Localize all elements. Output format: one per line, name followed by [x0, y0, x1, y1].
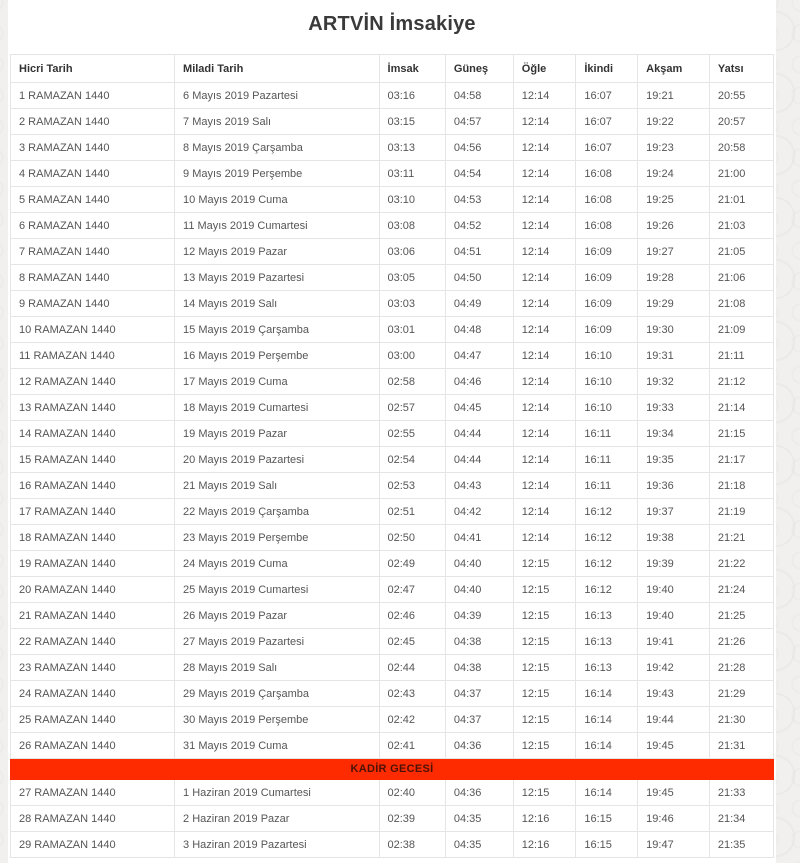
cell: 16:13 — [576, 629, 638, 655]
cell: 12:15 — [513, 603, 576, 629]
cell: 04:44 — [445, 421, 513, 447]
cell: 02:53 — [379, 473, 445, 499]
cell: 19:27 — [638, 239, 710, 265]
cell: 8 Mayıs 2019 Çarşamba — [175, 135, 379, 161]
table-row — [11, 291, 774, 317]
column-header-6: Akşam — [638, 55, 710, 83]
table-row — [11, 707, 774, 733]
cell: 16:07 — [576, 135, 638, 161]
table-row — [11, 161, 774, 187]
cell: 22 RAMAZAN 1440 — [11, 629, 175, 655]
cell: 12:14 — [513, 525, 576, 551]
cell: 12:15 — [513, 551, 576, 577]
cell: 12:14 — [513, 83, 576, 109]
cell: 03:03 — [379, 291, 445, 317]
cell: 3 Haziran 2019 Pazartesi — [175, 832, 379, 858]
cell: 19:28 — [638, 265, 710, 291]
cell: 12:14 — [513, 447, 576, 473]
cell: 21:33 — [709, 780, 773, 806]
table-row — [11, 733, 774, 759]
table-row — [11, 109, 774, 135]
cell: 12 Mayıs 2019 Pazar — [175, 239, 379, 265]
table-row — [11, 265, 774, 291]
cell: 20 RAMAZAN 1440 — [11, 577, 175, 603]
cell: 12:15 — [513, 733, 576, 759]
cell: 04:36 — [445, 780, 513, 806]
cell: 21:18 — [709, 473, 773, 499]
table-row — [11, 655, 774, 681]
cell: 04:40 — [445, 577, 513, 603]
cell: 24 Mayıs 2019 Cuma — [175, 551, 379, 577]
cell: 12:14 — [513, 161, 576, 187]
cell: 16:10 — [576, 369, 638, 395]
cell: 9 RAMAZAN 1440 — [11, 291, 175, 317]
cell: 21:09 — [709, 317, 773, 343]
cell: 02:43 — [379, 681, 445, 707]
table-row — [11, 551, 774, 577]
cell: 19:36 — [638, 473, 710, 499]
cell: 19:47 — [638, 832, 710, 858]
cell: 04:44 — [445, 447, 513, 473]
cell: 21:29 — [709, 681, 773, 707]
cell: 19:30 — [638, 317, 710, 343]
cell: 19 Mayıs 2019 Pazar — [175, 421, 379, 447]
table-row — [11, 421, 774, 447]
cell: 12 RAMAZAN 1440 — [11, 369, 175, 395]
table-row — [11, 473, 774, 499]
cell: 03:05 — [379, 265, 445, 291]
cell: 21:30 — [709, 707, 773, 733]
cell: 02:51 — [379, 499, 445, 525]
cell: 19:37 — [638, 499, 710, 525]
cell: 21:05 — [709, 239, 773, 265]
cell: 23 RAMAZAN 1440 — [11, 655, 175, 681]
cell: 04:46 — [445, 369, 513, 395]
cell: 21:31 — [709, 733, 773, 759]
cell: 03:16 — [379, 83, 445, 109]
cell: 16:08 — [576, 187, 638, 213]
cell: 11 Mayıs 2019 Cumartesi — [175, 213, 379, 239]
table-row — [11, 577, 774, 603]
cell: 02:42 — [379, 707, 445, 733]
cell: 21:24 — [709, 577, 773, 603]
cell: 16:12 — [576, 499, 638, 525]
cell: 04:54 — [445, 161, 513, 187]
cell: 02:41 — [379, 733, 445, 759]
cell: 03:08 — [379, 213, 445, 239]
cell: 24 RAMAZAN 1440 — [11, 681, 175, 707]
cell: 15 Mayıs 2019 Çarşamba — [175, 317, 379, 343]
cell: 19:43 — [638, 681, 710, 707]
cell: 04:52 — [445, 213, 513, 239]
table-row — [11, 681, 774, 707]
cell: 03:10 — [379, 187, 445, 213]
cell: 11 RAMAZAN 1440 — [11, 343, 175, 369]
cell: 20:58 — [709, 135, 773, 161]
cell: 16:08 — [576, 213, 638, 239]
cell: 04:37 — [445, 681, 513, 707]
cell: 16:10 — [576, 395, 638, 421]
cell: 8 RAMAZAN 1440 — [11, 265, 175, 291]
cell: 1 RAMAZAN 1440 — [11, 83, 175, 109]
cell: 21:14 — [709, 395, 773, 421]
cell: 19:34 — [638, 421, 710, 447]
cell: 22 Mayıs 2019 Çarşamba — [175, 499, 379, 525]
table-row — [11, 806, 774, 832]
cell: 27 RAMAZAN 1440 — [11, 780, 175, 806]
cell: 16:15 — [576, 806, 638, 832]
table-row — [11, 447, 774, 473]
cell: 6 Mayıs 2019 Pazartesi — [175, 83, 379, 109]
cell: 17 RAMAZAN 1440 — [11, 499, 175, 525]
cell: 16:14 — [576, 780, 638, 806]
cell: 12:14 — [513, 187, 576, 213]
cell: 19:45 — [638, 780, 710, 806]
cell: 02:40 — [379, 780, 445, 806]
cell: 04:42 — [445, 499, 513, 525]
cell: 04:38 — [445, 655, 513, 681]
cell: 19:40 — [638, 577, 710, 603]
cell: 02:44 — [379, 655, 445, 681]
cell: 12:15 — [513, 681, 576, 707]
cell: 02:55 — [379, 421, 445, 447]
cell: 26 Mayıs 2019 Pazar — [175, 603, 379, 629]
cell: 21:08 — [709, 291, 773, 317]
kadir-gecesi-label: KADİR GECESİ — [11, 759, 774, 780]
cell: 19:23 — [638, 135, 710, 161]
cell: 12:15 — [513, 577, 576, 603]
cell: 04:36 — [445, 733, 513, 759]
content-card — [8, 0, 776, 863]
table-row — [11, 239, 774, 265]
cell: 02:54 — [379, 447, 445, 473]
cell: 19:24 — [638, 161, 710, 187]
cell: 16:14 — [576, 733, 638, 759]
cell: 16:07 — [576, 83, 638, 109]
cell: 12:14 — [513, 499, 576, 525]
cell: 04:38 — [445, 629, 513, 655]
cell: 5 RAMAZAN 1440 — [11, 187, 175, 213]
cell: 04:53 — [445, 187, 513, 213]
cell: 21:11 — [709, 343, 773, 369]
cell: 02:38 — [379, 832, 445, 858]
cell: 04:50 — [445, 265, 513, 291]
cell: 02:39 — [379, 806, 445, 832]
cell: 12:14 — [513, 369, 576, 395]
table-row — [11, 343, 774, 369]
cell: 03:15 — [379, 109, 445, 135]
cell: 10 Mayıs 2019 Cuma — [175, 187, 379, 213]
cell: 23 Mayıs 2019 Perşembe — [175, 525, 379, 551]
cell: 12:16 — [513, 806, 576, 832]
cell: 9 Mayıs 2019 Perşembe — [175, 161, 379, 187]
cell: 21:19 — [709, 499, 773, 525]
cell: 12:14 — [513, 265, 576, 291]
cell: 04:40 — [445, 551, 513, 577]
cell: 12:14 — [513, 213, 576, 239]
table-header-row — [11, 55, 774, 83]
cell: 19:22 — [638, 109, 710, 135]
cell: 21:06 — [709, 265, 773, 291]
cell: 27 Mayıs 2019 Pazartesi — [175, 629, 379, 655]
cell: 12:16 — [513, 832, 576, 858]
cell: 04:37 — [445, 707, 513, 733]
cell: 19:39 — [638, 551, 710, 577]
cell: 1 Haziran 2019 Cumartesi — [175, 780, 379, 806]
cell: 20:55 — [709, 83, 773, 109]
cell: 26 RAMAZAN 1440 — [11, 733, 175, 759]
cell: 12:15 — [513, 707, 576, 733]
column-header-1: Miladi Tarih — [175, 55, 379, 83]
cell: 04:57 — [445, 109, 513, 135]
cell: 12:15 — [513, 655, 576, 681]
cell: 19:40 — [638, 603, 710, 629]
table-row — [11, 832, 774, 858]
cell: 21:00 — [709, 161, 773, 187]
cell: 04:51 — [445, 239, 513, 265]
cell: 02:57 — [379, 395, 445, 421]
table-row — [11, 213, 774, 239]
cell: 16:14 — [576, 707, 638, 733]
cell: 29 RAMAZAN 1440 — [11, 832, 175, 858]
cell: 21:03 — [709, 213, 773, 239]
cell: 12:14 — [513, 135, 576, 161]
cell: 16:11 — [576, 447, 638, 473]
cell: 02:47 — [379, 577, 445, 603]
cell: 13 RAMAZAN 1440 — [11, 395, 175, 421]
cell: 21:17 — [709, 447, 773, 473]
cell: 03:13 — [379, 135, 445, 161]
imsakiye-table — [10, 54, 774, 858]
page-title: ARTVİN İmsakiye — [308, 13, 476, 35]
cell: 14 RAMAZAN 1440 — [11, 421, 175, 447]
cell: 16:13 — [576, 655, 638, 681]
cell: 30 Mayıs 2019 Perşembe — [175, 707, 379, 733]
cell: 21:12 — [709, 369, 773, 395]
cell: 02:49 — [379, 551, 445, 577]
cell: 16:11 — [576, 421, 638, 447]
cell: 25 RAMAZAN 1440 — [11, 707, 175, 733]
cell: 16:10 — [576, 343, 638, 369]
cell: 04:35 — [445, 806, 513, 832]
table-row — [11, 317, 774, 343]
cell: 04:43 — [445, 473, 513, 499]
kadir-gecesi-banner — [11, 759, 774, 780]
cell: 13 Mayıs 2019 Pazartesi — [175, 265, 379, 291]
table-row — [11, 369, 774, 395]
cell: 4 RAMAZAN 1440 — [11, 161, 175, 187]
table-row — [11, 525, 774, 551]
cell: 19:32 — [638, 369, 710, 395]
column-header-4: Öğle — [513, 55, 576, 83]
cell: 19:26 — [638, 213, 710, 239]
cell: 02:50 — [379, 525, 445, 551]
cell: 2 RAMAZAN 1440 — [11, 109, 175, 135]
cell: 14 Mayıs 2019 Salı — [175, 291, 379, 317]
cell: 21:01 — [709, 187, 773, 213]
cell: 31 Mayıs 2019 Cuma — [175, 733, 379, 759]
table-row — [11, 395, 774, 421]
cell: 03:11 — [379, 161, 445, 187]
table-row — [11, 603, 774, 629]
cell: 21:25 — [709, 603, 773, 629]
cell: 21:34 — [709, 806, 773, 832]
cell: 21:21 — [709, 525, 773, 551]
cell: 04:58 — [445, 83, 513, 109]
cell: 28 Mayıs 2019 Salı — [175, 655, 379, 681]
table-row — [11, 83, 774, 109]
column-header-5: İkindi — [576, 55, 638, 83]
cell: 16:09 — [576, 317, 638, 343]
cell: 16:08 — [576, 161, 638, 187]
table-row — [11, 780, 774, 806]
cell: 04:49 — [445, 291, 513, 317]
cell: 16:09 — [576, 291, 638, 317]
cell: 19:38 — [638, 525, 710, 551]
cell: 12:14 — [513, 421, 576, 447]
cell: 04:35 — [445, 832, 513, 858]
cell: 12:14 — [513, 317, 576, 343]
cell: 12:14 — [513, 343, 576, 369]
cell: 04:47 — [445, 343, 513, 369]
cell: 16:12 — [576, 551, 638, 577]
table-row — [11, 187, 774, 213]
cell: 12:14 — [513, 109, 576, 135]
cell: 21 RAMAZAN 1440 — [11, 603, 175, 629]
cell: 21:22 — [709, 551, 773, 577]
cell: 16:09 — [576, 239, 638, 265]
column-header-7: Yatsı — [709, 55, 773, 83]
cell: 03:01 — [379, 317, 445, 343]
cell: 10 RAMAZAN 1440 — [11, 317, 175, 343]
cell: 04:56 — [445, 135, 513, 161]
cell: 04:48 — [445, 317, 513, 343]
cell: 15 RAMAZAN 1440 — [11, 447, 175, 473]
cell: 16:14 — [576, 681, 638, 707]
cell: 12:14 — [513, 395, 576, 421]
cell: 21 Mayıs 2019 Salı — [175, 473, 379, 499]
cell: 12:15 — [513, 780, 576, 806]
cell: 21:26 — [709, 629, 773, 655]
cell: 16:15 — [576, 832, 638, 858]
cell: 7 Mayıs 2019 Salı — [175, 109, 379, 135]
cell: 29 Mayıs 2019 Çarşamba — [175, 681, 379, 707]
cell: 12:15 — [513, 629, 576, 655]
cell: 19:45 — [638, 733, 710, 759]
cell: 12:14 — [513, 291, 576, 317]
cell: 19:41 — [638, 629, 710, 655]
table-row — [11, 629, 774, 655]
cell: 02:58 — [379, 369, 445, 395]
cell: 20 Mayıs 2019 Pazartesi — [175, 447, 379, 473]
cell: 21:15 — [709, 421, 773, 447]
cell: 3 RAMAZAN 1440 — [11, 135, 175, 161]
cell: 7 RAMAZAN 1440 — [11, 239, 175, 265]
cell: 21:35 — [709, 832, 773, 858]
cell: 04:39 — [445, 603, 513, 629]
cell: 03:00 — [379, 343, 445, 369]
cell: 03:06 — [379, 239, 445, 265]
cell: 6 RAMAZAN 1440 — [11, 213, 175, 239]
cell: 2 Haziran 2019 Pazar — [175, 806, 379, 832]
cell: 20:57 — [709, 109, 773, 135]
cell: 16:13 — [576, 603, 638, 629]
cell: 04:41 — [445, 525, 513, 551]
column-header-3: Güneş — [445, 55, 513, 83]
cell: 16:12 — [576, 577, 638, 603]
cell: 25 Mayıs 2019 Cumartesi — [175, 577, 379, 603]
cell: 28 RAMAZAN 1440 — [11, 806, 175, 832]
cell: 12:14 — [513, 239, 576, 265]
cell: 21:28 — [709, 655, 773, 681]
cell: 17 Mayıs 2019 Cuma — [175, 369, 379, 395]
cell: 19 RAMAZAN 1440 — [11, 551, 175, 577]
cell: 16:11 — [576, 473, 638, 499]
cell: 04:45 — [445, 395, 513, 421]
table-row — [11, 135, 774, 161]
cell: 19:33 — [638, 395, 710, 421]
cell: 19:35 — [638, 447, 710, 473]
column-header-0: Hicri Tarih — [11, 55, 175, 83]
cell: 19:21 — [638, 83, 710, 109]
table-row — [11, 499, 774, 525]
cell: 18 RAMAZAN 1440 — [11, 525, 175, 551]
cell: 18 Mayıs 2019 Cumartesi — [175, 395, 379, 421]
cell: 02:46 — [379, 603, 445, 629]
cell: 19:31 — [638, 343, 710, 369]
cell: 19:42 — [638, 655, 710, 681]
cell: 19:29 — [638, 291, 710, 317]
cell: 02:45 — [379, 629, 445, 655]
cell: 16:09 — [576, 265, 638, 291]
column-header-2: İmsak — [379, 55, 445, 83]
cell: 16:07 — [576, 109, 638, 135]
cell: 19:46 — [638, 806, 710, 832]
cell: 16 Mayıs 2019 Perşembe — [175, 343, 379, 369]
cell: 12:14 — [513, 473, 576, 499]
cell: 16 RAMAZAN 1440 — [11, 473, 175, 499]
cell: 19:25 — [638, 187, 710, 213]
cell: 19:44 — [638, 707, 710, 733]
cell: 16:12 — [576, 525, 638, 551]
